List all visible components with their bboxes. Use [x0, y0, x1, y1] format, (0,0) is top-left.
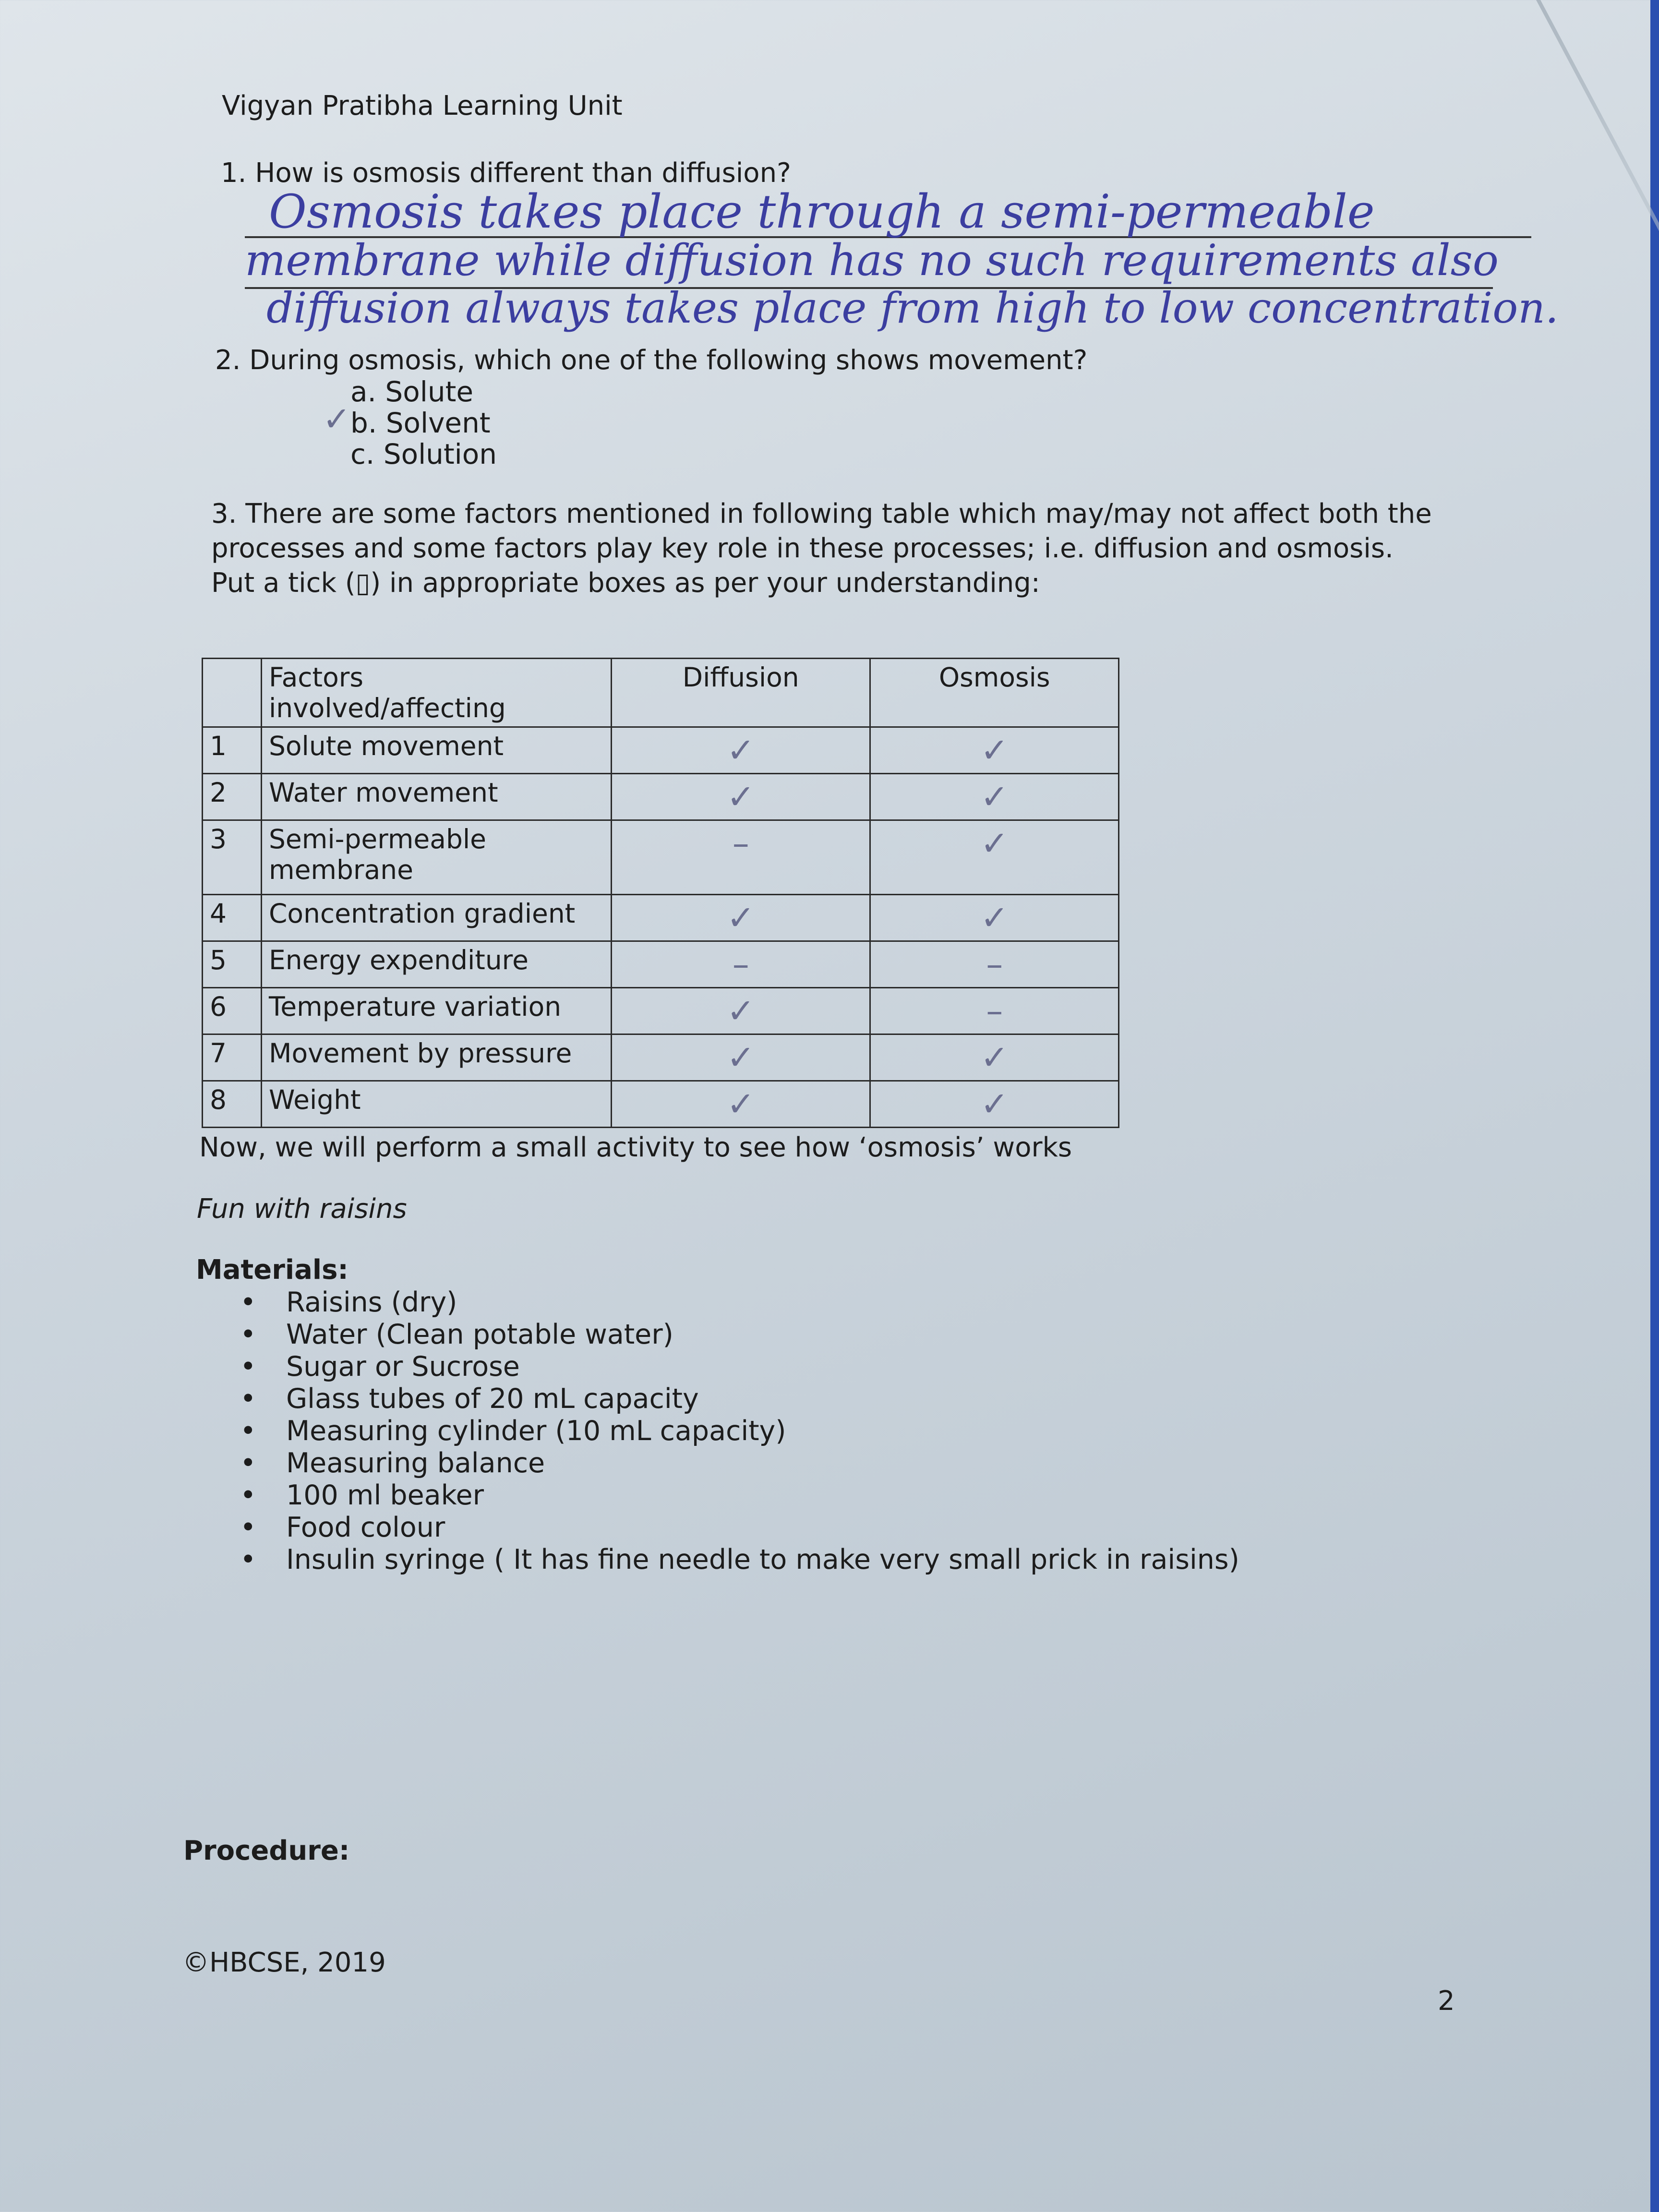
- row-diffusion-mark: –: [612, 941, 870, 988]
- list-item: • 100 ml beaker: [240, 1479, 1239, 1512]
- row-number: 1: [203, 727, 262, 774]
- row-osmosis-mark: ✓: [870, 820, 1119, 895]
- list-item: • Measuring cylinder (10 mL capacity): [240, 1415, 1239, 1447]
- question-3-paragraph: [211, 497, 1432, 601]
- handwritten-answer-line-2: membrane while diffusion has no such requirements also: [245, 235, 1499, 286]
- row-number: 5: [203, 941, 262, 988]
- row-factor: Water movement: [262, 774, 612, 820]
- row-osmosis-mark: ✓: [870, 774, 1119, 820]
- page-number: 2: [1438, 1985, 1455, 2017]
- question-3-line-3: Put a tick (▯) in appropriate boxes as per your understanding:: [211, 567, 1040, 599]
- page-header: Vigyan Pratibha Learning Unit: [222, 90, 623, 121]
- table-row: [203, 774, 1119, 820]
- row-factor: Weight: [262, 1081, 612, 1128]
- row-factor: Solute movement: [262, 727, 612, 774]
- row-factor: Movement by pressure: [262, 1034, 612, 1081]
- list-item: • Food colour: [240, 1512, 1239, 1544]
- materials-list: [240, 1286, 1239, 1576]
- factors-table: [202, 658, 1119, 1128]
- question-3-line-2: processes and some factors play key role in these processes; i.e. diffusion and osmosis.: [211, 533, 1394, 564]
- paper-crease: [1536, 0, 1659, 297]
- row-osmosis-mark: ✓: [870, 1034, 1119, 1081]
- row-diffusion-mark: ✓: [612, 1034, 870, 1081]
- table-row: [203, 988, 1119, 1034]
- row-diffusion-mark: –: [612, 820, 870, 895]
- row-number: 2: [203, 774, 262, 820]
- row-diffusion-mark: ✓: [612, 1081, 870, 1128]
- table-header-row: [203, 659, 1119, 727]
- row-osmosis-mark: ✓: [870, 895, 1119, 941]
- option-b-tick-mark: ✓: [323, 399, 351, 439]
- table-row: [203, 1081, 1119, 1128]
- question-3-line-1: 3. There are some factors mentioned in following table which may/may not affect both the: [211, 498, 1432, 529]
- list-item: • Water (Clean potable water): [240, 1319, 1239, 1351]
- row-diffusion-mark: ✓: [612, 988, 870, 1034]
- row-osmosis-mark: ✓: [870, 1081, 1119, 1128]
- copyright: ©HBCSE, 2019: [182, 1947, 386, 1978]
- row-diffusion-mark: ✓: [612, 727, 870, 774]
- row-number: 6: [203, 988, 262, 1034]
- row-diffusion-mark: ✓: [612, 895, 870, 941]
- handwritten-answer-line-3: diffusion always takes place from high to low concentration.: [266, 283, 1559, 333]
- procedure-heading: Procedure:: [183, 1835, 350, 1866]
- row-factor: Energy expenditure: [262, 941, 612, 988]
- row-number: 8: [203, 1081, 262, 1128]
- row-osmosis-mark: –: [870, 941, 1119, 988]
- option-a: a. Solute: [350, 375, 474, 408]
- header-factors: Factors involved/affecting: [262, 659, 612, 727]
- list-item: • Sugar or Sucrose: [240, 1351, 1239, 1383]
- page-edge: [1650, 0, 1659, 2212]
- table-row: [203, 727, 1119, 774]
- activity-intro: Now, we will perform a small activity to see how ‘osmosis’ works: [199, 1132, 1072, 1163]
- row-factor: Concentration gradient: [262, 895, 612, 941]
- activity-title: Fun with raisins: [197, 1193, 407, 1225]
- header-osmosis: Osmosis: [870, 659, 1119, 727]
- option-c: c. Solution: [350, 438, 497, 470]
- row-factor: Temperature variation: [262, 988, 612, 1034]
- header-number: [203, 659, 262, 727]
- row-factor: Semi-permeable membrane: [262, 820, 612, 895]
- row-diffusion-mark: ✓: [612, 774, 870, 820]
- table-row: [203, 820, 1119, 895]
- header-diffusion: Diffusion: [612, 659, 870, 727]
- question-1: 1. How is osmosis different than diffusion?: [221, 157, 791, 189]
- table-row: [203, 895, 1119, 941]
- table-row: [203, 941, 1119, 988]
- list-item: • Raisins (dry): [240, 1286, 1239, 1319]
- row-number: 7: [203, 1034, 262, 1081]
- row-number: 4: [203, 895, 262, 941]
- handwritten-answer-line-1: Osmosis takes place through a semi-permeable: [269, 185, 1375, 239]
- option-b: b. Solvent: [350, 407, 491, 439]
- row-osmosis-mark: –: [870, 988, 1119, 1034]
- row-number: 3: [203, 820, 262, 895]
- list-item: • Measuring balance: [240, 1447, 1239, 1479]
- materials-heading: Materials:: [196, 1254, 349, 1286]
- row-osmosis-mark: ✓: [870, 727, 1119, 774]
- list-item: • Glass tubes of 20 mL capacity: [240, 1383, 1239, 1415]
- list-item: • Insulin syringe ( It has fine needle to make very small prick in raisins): [240, 1544, 1239, 1576]
- table-row: [203, 1034, 1119, 1081]
- question-2: 2. During osmosis, which one of the following shows movement?: [215, 345, 1088, 376]
